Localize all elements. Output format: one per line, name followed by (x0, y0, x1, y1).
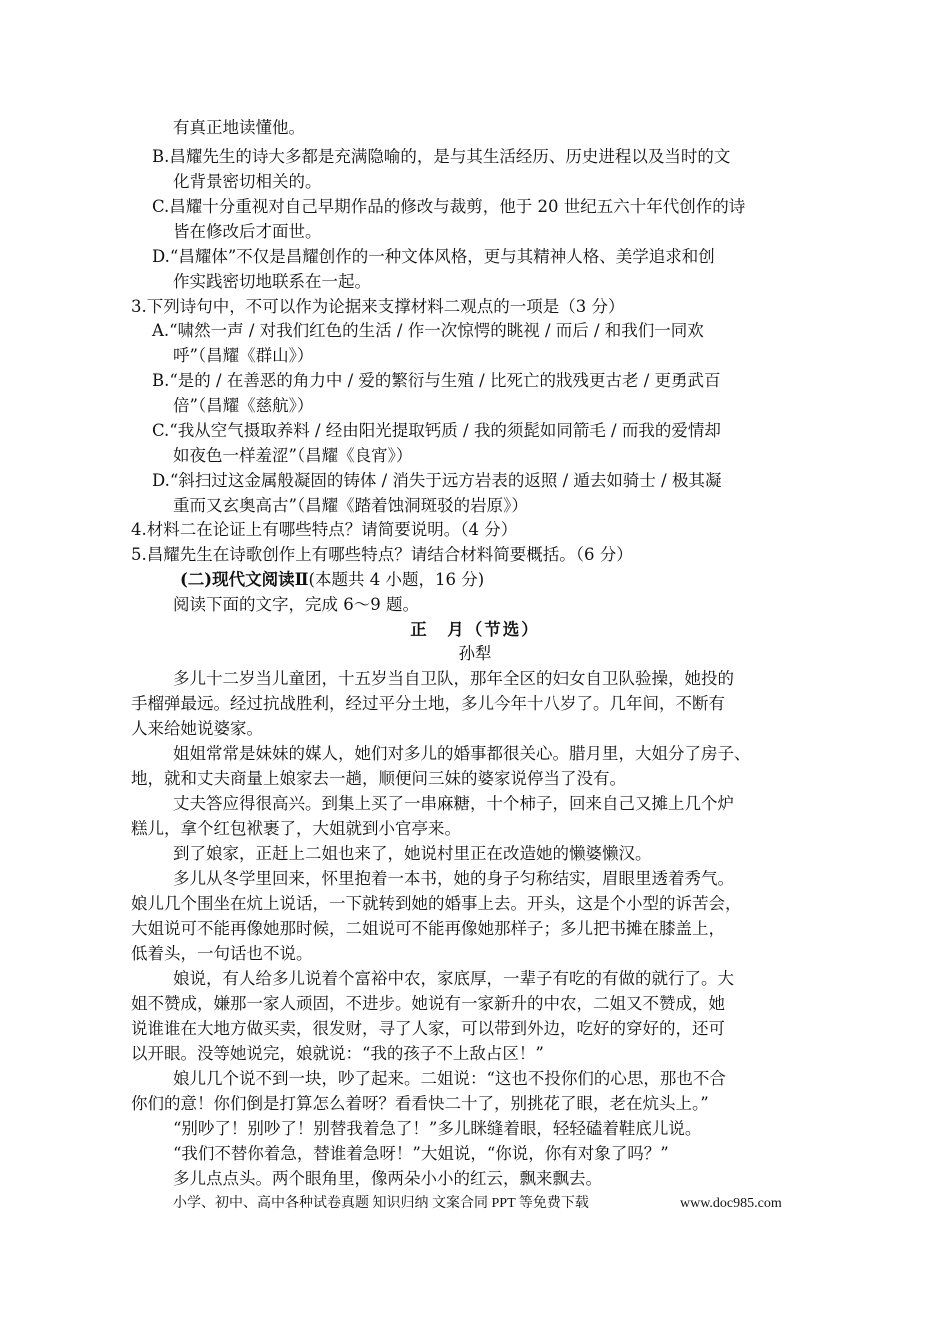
story-line: 你们的意！你们倒是打算怎么着呀？看看快二十了，别挑花了眼，老在炕头上。” (131, 1094, 709, 1113)
story-line: 地，就和丈夫商量上娘家去一趟，顺便问三妹的婆家说停当了没有。 (131, 769, 626, 788)
story-line: 说谁谁在大地方做买卖，很发财，寻了人家，可以带到外边，吃好的穿好的，还可 (131, 1019, 725, 1038)
section-heading-title: (二)现代文阅读Ⅱ (180, 570, 309, 589)
footer-text: 小学、初中、高中各种试卷真题 知识归纳 文案合同 PPT 等免费下载 (173, 1196, 589, 1211)
q2-option-b-line2: 化背景密切相关的。 (173, 172, 322, 191)
story-line: “别吵了！别吵了！别替我着急了！”多儿眯缝着眼，轻轻磕着鞋底儿说。 (173, 1119, 702, 1138)
q2-option-d-line1: D.“昌耀体”不仅是昌耀创作的一种文体风格，更与其精神人格、美学追求和创 (152, 247, 715, 266)
q2-option-c-line1: C.昌耀十分重视对自己早期作品的修改与裁剪，他于 20 世纪五六十年代创作的诗 (152, 197, 746, 216)
story-line: 多儿从冬学里回来，怀里抱着一本书，她的身子匀称结实，眉眼里透着秀气。 (173, 869, 734, 888)
q3-option-d-line1: D.“斜扫过这金属般凝固的铸体 / 消失于远方岩表的返照 / 遁去如骑士 / 极其凝 (152, 471, 722, 490)
story-line: 姐不赞成，嫌那一家人顽固，不进步。她说有一家新升的中农，二姐又不赞成，她 (131, 994, 725, 1013)
q3-option-c-line1: C.“我从空气摄取养料 / 经由阳光提取钙质 / 我的须髭如同箭毛 / 而我的爱情却 (152, 421, 721, 440)
story-line: 姐姐常常是妹妹的媒人，她们对多儿的婚事都很关心。腊月里，大姐分了房子、 (173, 744, 751, 763)
q3-option-b-line2: 倍”（昌耀《慈航》） (173, 396, 314, 415)
q3-option-a-line2: 呼”（昌耀《群山》） (173, 346, 314, 365)
q2-option-d-line2: 作实践密切地联系在一起。 (173, 272, 371, 291)
q2-option-c-line2: 皆在修改后才面世。 (173, 222, 322, 241)
section-heading-note: (本题共 4 小题，16 分) (308, 570, 485, 589)
story-line: 大姐说可不能再像她那时候，二姐说可不能再像她那样子；多儿把书摊在膝盖上， (131, 919, 725, 938)
footer-url[interactable]: www.doc985.com (680, 1196, 782, 1211)
story-line: 人来给她说婆家。 (131, 719, 263, 738)
story-title: 正 月（节选） (410, 620, 540, 639)
q3-option-b-line1: B.“是的 / 在善恶的角力中 / 爱的繁衍与生殖 / 比死亡的戕残更古老 / 更勇武百 (152, 371, 721, 390)
story-line: 低着头，一句话也不说。 (131, 944, 313, 963)
q3-option-c-line2: 如夜色一样羞涩”（昌耀《良宵》） (173, 446, 413, 465)
q3-option-a-line1: A.“啸然一声 / 对我们红色的生活 / 作一次惊愕的眺视 / 而后 / 和我们一同欢 (152, 321, 704, 340)
story-line: 娘说，有人给多儿说着个富裕中农，家底厚，一辈子有吃的有做的就行了。大 (173, 969, 734, 988)
q5-stem: 5.昌耀先生在诗歌创作上有哪些特点？请结合材料简要概括。（6 分） (131, 545, 633, 564)
q2-option-b-line1: B.昌耀先生的诗大多都是充满隐喻的，是与其生活经历、历史进程以及当时的文 (152, 147, 731, 166)
story-line: 多儿点点头。两个眼角里，像两朵小小的红云，飘来飘去。 (173, 1169, 602, 1188)
section-instruction: 阅读下面的文字，完成 6～9 题。 (173, 595, 419, 614)
story-line: 丈夫答应得很高兴。到集上买了一串麻糖，十个柿子，回来自己又摊上几个炉 (173, 794, 734, 813)
story-line: 多儿十二岁当儿童团，十五岁当自卫队，那年全区的妇女自卫队验操，她投的 (173, 669, 734, 688)
story-line: 娘儿几个说不到一块，吵了起来。二姐说：“这也不投你们的心思，那也不合 (173, 1069, 726, 1088)
story-line: 到了娘家，正赶上二姐也来了，她说村里正在改造她的懒婆懒汉。 (173, 844, 652, 863)
section-heading (180, 569, 484, 591)
story-line: 糕儿，拿个红包袱裹了，大姐就到小官亭来。 (131, 819, 461, 838)
q2-continuation: 有真正地读懂他。 (173, 118, 305, 137)
story-author: 孙犁 (458, 644, 492, 663)
story-line: 手榴弹最远。经过抗战胜利，经过平分土地，多儿今年十八岁了。几年间，不断有 (131, 694, 725, 713)
story-line: “我们不替你着急，替谁着急呀！”大姐说，“你说，你有对象了吗？” (173, 1144, 669, 1163)
story-line: 以开眼。没等她说完，娘就说：“我的孩子不上敌占区！” (131, 1044, 544, 1063)
q3-option-d-line2: 重而又玄奥高古”（昌耀《踏着蚀洞斑驳的岩原》） (173, 496, 528, 515)
q3-stem: 3.下列诗句中，不可以作为论据来支撑材料二观点的一项是（3 分） (131, 297, 625, 316)
story-line: 娘儿几个围坐在炕上说话，一下就转到她的婚事上去。开头，这是个小型的诉苦会， (131, 894, 742, 913)
q4-stem: 4.材料二在论证上有哪些特点？请简要说明。（4 分） (131, 520, 518, 539)
